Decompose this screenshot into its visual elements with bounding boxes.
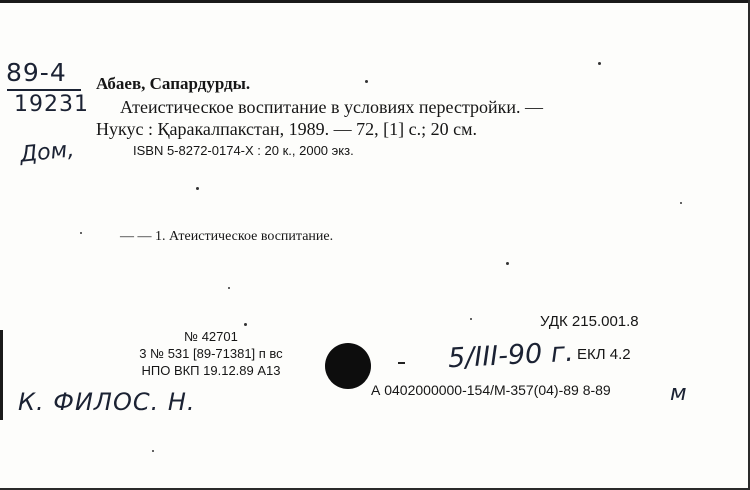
- scan-speck: [244, 323, 247, 326]
- udk-code: УДК 215.001.8: [540, 313, 639, 330]
- shelf-mark-bottom: 19231: [14, 92, 89, 117]
- shelf-mark-divider: [7, 89, 81, 91]
- print-order: 3 № 531 [89-71381] п вс: [139, 346, 283, 361]
- order-number: № 42701: [184, 329, 238, 344]
- printer-line: НПО ВКП 19.12.89 А13: [141, 363, 281, 378]
- shelf-mark-top: 89-4: [6, 58, 67, 87]
- scan-speck: [365, 80, 368, 83]
- book-title: Атеистическое воспитание в условиях перестройки. —: [120, 97, 544, 117]
- author-heading: Абаев, Сапардурды.: [96, 74, 251, 93]
- scan-speck: [506, 262, 509, 265]
- scan-speck: [228, 287, 230, 289]
- scan-speck: [680, 202, 682, 204]
- scan-edge-left: [0, 330, 3, 420]
- scan-edge-top: [0, 0, 750, 3]
- subject-heading: — — 1. Атеистическое воспитание.: [120, 229, 334, 244]
- scan-speck: [598, 62, 601, 65]
- index-code: А 0402000000-154/М-357(04)-89 8-89: [371, 382, 611, 398]
- publication-imprint: Нукус : Қаракалпакстан, 1989. — 72, [1] с.; 20 см.: [96, 119, 478, 139]
- print-info-block: [96, 328, 326, 379]
- scan-speck: [80, 232, 82, 234]
- isbn-line: ISBN 5-8272-0174-Х : 20 к., 2000 экз.: [133, 143, 354, 158]
- dash-mark: [398, 362, 405, 364]
- handwritten-date: 5/III-90 г.: [447, 336, 575, 375]
- scan-speck: [196, 187, 199, 190]
- handwritten-mark: м: [670, 381, 687, 406]
- scan-speck: [152, 450, 154, 452]
- handwritten-location: К. ФИЛОС. Н.: [18, 388, 196, 416]
- ekl-code: ЕКЛ 4.2: [577, 346, 631, 363]
- punch-hole: [325, 343, 371, 389]
- scan-speck: [470, 318, 472, 320]
- handwritten-initials: Дом,: [18, 137, 76, 168]
